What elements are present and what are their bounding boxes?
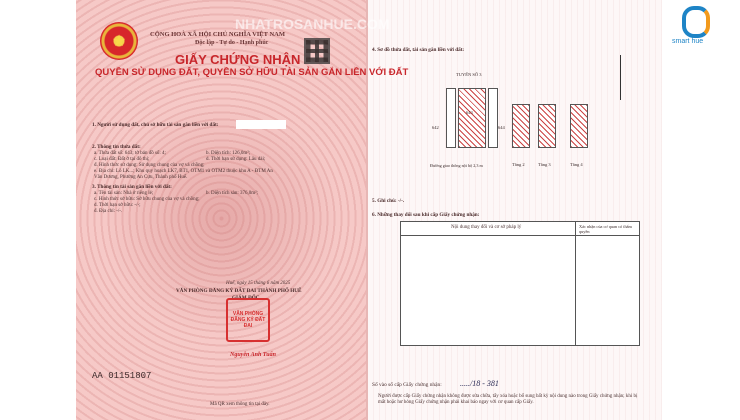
land-usage-form: đ. Hình thức sử dụng: Sử dụng chung của vợ và chồng; (94, 163, 205, 168)
watermark-text: NHATROSANHUE.COM (235, 16, 390, 32)
floor-label-2: Tầng 2 (512, 162, 525, 167)
issuing-office: VĂN PHÒNG ĐĂNG KÝ ĐẤT ĐAI THÀNH PHỐ HUẾ (176, 288, 302, 294)
floor-label-4: Tầng 4 (570, 162, 583, 167)
asset-term: d. Thời hạn sở hữu: -/-; (94, 203, 141, 208)
confirmation-col-header: Xác nhận của cơ quan có thẩm quyền (579, 224, 632, 234)
smart-hue-logo (672, 6, 732, 58)
section-3-heading: 3. Thông tin tài sản gắn liền với đất: (92, 184, 172, 190)
floor-label-3: Tầng 3 (538, 162, 551, 167)
land-parcel-number: a. Thửa đất số: 643; tờ bản đồ số: 4; (94, 151, 166, 156)
plot-644 (488, 88, 498, 148)
director-title: GIÁM ĐỐC (232, 295, 260, 301)
footer-note: Người được cấp Giấy chứng nhận không được sửa chữa, tẩy xóa hoặc bổ sung bất kỳ nội dung nào trong Giấy chứng nhận; khi bị mất hoặc hư hỏng Giấy chứng nhận phải khai báo ngay với cơ quan cấp Giấy. (378, 394, 638, 405)
land-address: e. Địa chỉ: Lô LK...; Khu quy hoạch LK7, BT1, OTM1 và OTM2 thuộc khu A - ĐTM An (94, 169, 273, 174)
changes-col-header: Nội dung thay đổi và cơ sở pháp lý (451, 225, 522, 230)
certificate-right-page (367, 0, 662, 420)
road-label: TUYẾN SỐ 3 (456, 72, 482, 77)
issue-date: Huế, ngày 15 tháng 6 năm 2025 (226, 281, 291, 286)
plot-643 (458, 88, 486, 148)
signer-name: Nguyễn Anh Tuấn (230, 352, 276, 358)
plot-644-label: 644 (498, 125, 505, 130)
serial-number: AA 01151807 (92, 371, 152, 381)
asset-name: a. Tên tài sản: Nhà ở riêng lẻ; (94, 191, 154, 196)
land-type: c. Loại đất: Đất ở tại đô thị; (94, 157, 150, 162)
registry-value: ...../18 - 381 (460, 379, 499, 388)
national-header: CỘNG HOÀ XÃ HỘI CHỦ NGHĨA VIỆT NAM (150, 31, 286, 38)
registry-label: Số vào sổ cấp Giấy chứng nhận: (372, 382, 442, 388)
section-6-heading: 6. Những thay đổi sau khi cấp Giấy chứng nhận: (372, 212, 480, 218)
floor-3-plan (538, 104, 556, 148)
floor-2-plan (512, 104, 530, 148)
asset-floor-area: b. Diện tích sàn: 376,0m²; (206, 191, 259, 196)
section-1-heading: 1. Người sử dụng đất, chủ sở hữu tài sản gắn liền với đất: (92, 122, 219, 128)
plot-643-label: 643 (466, 110, 473, 115)
plot-642 (446, 88, 456, 148)
smart-hue-brand: smart hue (672, 38, 704, 45)
section-2-heading: 2. Thông tin thửa đất: (92, 144, 141, 150)
certificate-subtitle: QUYỀN SỬ DỤNG ĐẤT, QUYỀN SỞ HỮU TÀI SẢN GẮN LIỀN VỚI ĐẤT (95, 67, 409, 78)
parcel-diagram (430, 70, 610, 180)
page-fold (366, 0, 368, 420)
national-emblem-icon: ★ (100, 22, 138, 60)
section-5-heading: 5. Ghi chú: -/-. (372, 198, 405, 204)
certificate-title: GIẤY CHỨNG NHẬN (175, 52, 301, 67)
scale-note: Đường giao thông nội bộ 2,3 m (430, 163, 483, 168)
land-address-2: Vân Dương, Phường An Cựu, Thành phố Huế. (94, 175, 188, 180)
redacted-owner (236, 120, 286, 129)
official-stamp: VĂN PHÒNG ĐĂNG KÝ ĐẤT ĐAI (226, 298, 270, 342)
land-area: b. Diện tích: 126,0m²; (206, 151, 251, 156)
qr-code-icon[interactable] (304, 38, 330, 64)
section-4-heading: 4. Sơ đồ thửa đất, tài sản gắn liền với đất: (372, 47, 465, 53)
changes-table (400, 221, 640, 346)
smart-hue-logo-icon (682, 6, 710, 38)
qr-note: Mã QR xem thông tin tại đây. (210, 402, 270, 407)
north-arrow-icon (620, 55, 621, 100)
plot-642-label: 642 (432, 125, 439, 130)
asset-address: đ. Địa chỉ: -/-. (94, 209, 123, 214)
motto: Độc lập - Tự do - Hạnh phúc (195, 40, 269, 46)
asset-ownership: c. Hình thức sở hữu: Sở hữu chung của vợ và chồng; (94, 197, 200, 202)
land-term: d. Thời hạn sử dụng: Lâu dài; (206, 157, 266, 162)
floor-4-plan (570, 104, 588, 148)
